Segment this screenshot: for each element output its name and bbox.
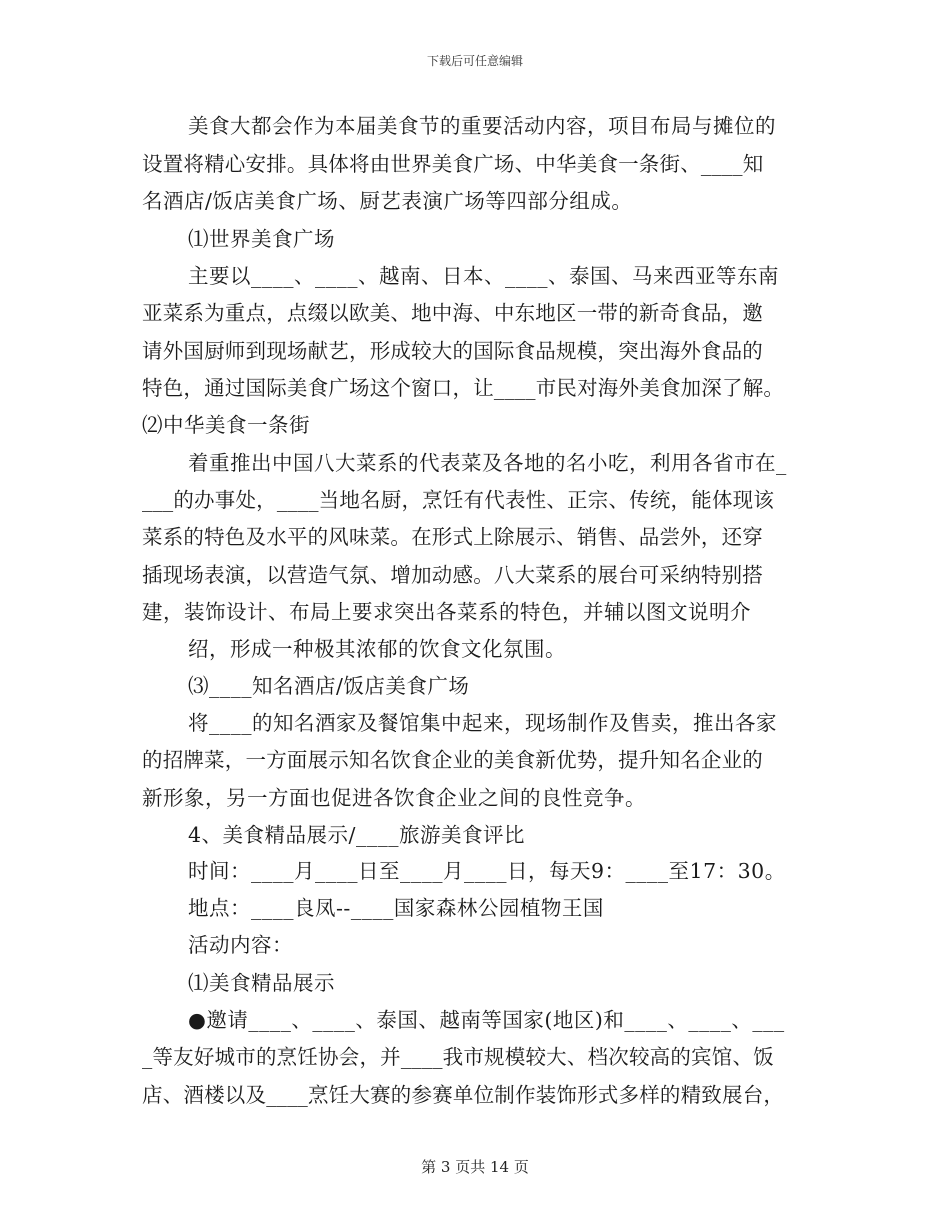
paragraph-line: 特色，通过国际美食广场这个窗口，让____市民对海外美食加深了解。: [142, 376, 785, 400]
event-time-line: 时间：____月____日至____月____日，每天9：____至17：30。: [188, 859, 786, 883]
section-heading: ⑴美食精品展示: [188, 971, 335, 995]
section-heading: ⑵中华美食一条街: [142, 413, 310, 437]
event-location-line: 地点：____良凤--____国家森林公园植物王国: [188, 896, 604, 920]
page-number-footer: 第 3 页共 14 页: [421, 1158, 529, 1176]
section-heading: ⑶____知名酒店/饭店美食广场: [188, 674, 470, 698]
page-header-note: 下载后可任意编辑: [426, 54, 523, 68]
paragraph-line: 插现场表演，以营造气氛、增加动感。八大菜系的展台可采纳特别搭: [142, 563, 763, 587]
activity-content-label: 活动内容：: [188, 933, 293, 957]
paragraph-line: 建，装饰设计、布局上要求突出各菜系的特色，并辅以图文说明介: [142, 600, 751, 624]
paragraph-line: 请外国厨师到现场献艺，形成较大的国际食品规模，突出海外食品的: [142, 339, 763, 363]
paragraph-line: 设置将精心安排。具体将由世界美食广场、中华美食一条街、____知: [142, 152, 764, 176]
section-heading: 4、美食精品展示/____旅游美食评比: [188, 823, 525, 847]
paragraph-line: 主要以____、____、越南、日本、____、泰国、马来西亚等东南: [188, 264, 779, 288]
paragraph-line: _等友好城市的烹饪协会，并____我市规模较大、档次较高的宾馆、饭: [142, 1045, 774, 1069]
paragraph-line: 店、酒楼以及____烹饪大赛的参赛单位制作装饰形式多样的精致展台，: [142, 1083, 785, 1107]
paragraph-line: 美食大都会作为本届美食节的重要活动内容，项目布局与摊位的: [188, 114, 776, 138]
paragraph-line: 新形象，另一方面也促进各饮食企业之间的良性竞争。: [142, 786, 646, 810]
paragraph-line: ___的办事处，____当地名厨，烹饪有代表性、正宗、传统，能体现该: [142, 488, 775, 512]
paragraph-line: 着重推出中国八大菜系的代表菜及各地的名小吃，利用各省市在_: [188, 451, 787, 475]
paragraph-line: 菜系的特色及水平的风味菜。在形式上除展示、销售、品尝外，还穿: [142, 525, 763, 549]
paragraph-line: 亚菜系为重点，点缀以欧美、地中海、中东地区一带的新奇食品，邀: [142, 301, 763, 325]
paragraph-line: 名酒店/饭店美食广场、厨艺表演广场等四部分组成。: [142, 189, 633, 213]
paragraph-line: 将____的知名酒家及餐馆集中起来，现场制作及售卖，推出各家: [188, 711, 777, 735]
bullet-line: ●邀请____、____、泰国、越南等国家(地区)和____、____、___: [188, 1008, 785, 1032]
paragraph-line: 的招牌菜，一方面展示知名饮食企业的美食新优势，提升知名企业的: [142, 748, 763, 772]
paragraph-line: 绍，形成一种极其浓郁的饮食文化氛围。: [188, 637, 566, 661]
section-heading: ⑴世界美食广场: [188, 227, 335, 251]
